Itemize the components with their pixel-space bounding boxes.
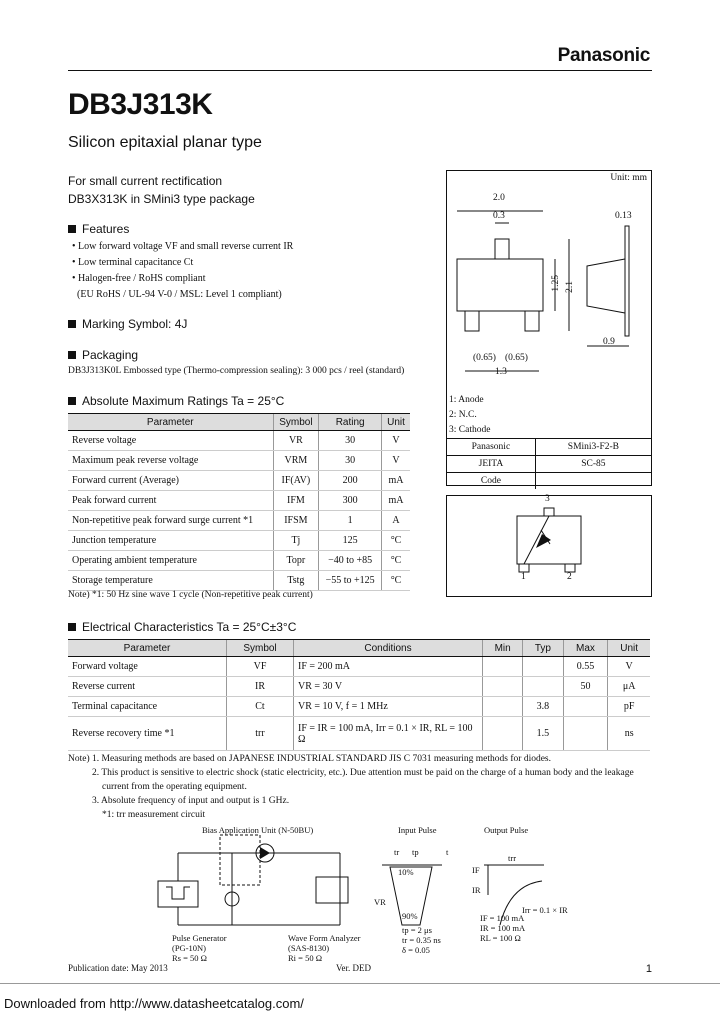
brand-logo: Panasonic [557,45,650,66]
table-row: Forward voltage VF IF = 200 mA 0.55 V [68,657,650,677]
feature-item: (EU RoHS / UL-94 V-0 / MSL: Level 1 compliant) [77,289,282,300]
diode-symbol-icon [447,496,651,596]
amr-heading: Absolute Maximum Ratings Ta = 25°C [68,394,284,408]
notes: Note) 1. Measuring methods are based on JAPANESE INDUSTRIAL STANDARD JIS C 7031 measuring methods for diodes. 2. This product is sensitive to electric shock (static electricity, etc.). Due attention must be paid on the charge of a human body and the leakage current from the operating equipment. 3. Absolute frequency of input and output is 1 GHz. *1: trr measurement circuit [68,754,634,820]
publication-date: Publication date: May 2013 [68,963,168,973]
page-number: 1 [645,963,652,975]
table-row: Maximum peak reverse voltage VRM 30 V [68,451,410,471]
header-rule [68,70,652,71]
feature-item: • Halogen-free / RoHS compliant [72,273,206,284]
table-row: Operating ambient temperature Topr −40 to +85 °C [68,551,410,571]
table-row: Reverse voltage VR 30 V [68,431,410,451]
amr-table: Parameter Symbol Rating Unit Reverse voltage VR 30 V Maximum peak reverse voltage VRM 30 V Forward current (Average) IF(AV) 200 mA Peak forward current IFM 300 mA Non-repetitive peak forward surge current *1 IFSM 1 A Junction temperature Tj 125 °C Operating ambient temperature Topr −40 to +85 °C Storage temperature Tstg −55 to +125 °C [68,413,410,591]
marking-heading: Marking Symbol: 4J [68,317,187,331]
table-row: Reverse current IR VR = 30 V 50 μA [68,677,650,697]
footer-rule [0,983,720,984]
table-row: Forward current (Average) IF(AV) 200 mA [68,471,410,491]
table-row: Reverse recovery time *1 trr IF = IR = 100 mA, Irr = 0.1 × IR, RL = 100 Ω 1.5 ns [68,717,650,751]
table-row: Non-repetitive peak forward surge current *1 IFSM 1 A [68,511,410,531]
intro [68,172,255,208]
packaging-heading: Packaging [68,348,138,362]
package-table: Panasonic SMini3-F2-B JEITA SC-85 Code [447,438,651,489]
ec-heading: Electrical Characteristics Ta = 25°C±3°C [68,620,296,634]
part-number: DB3J313K [68,88,213,121]
table-row: Terminal capacitance Ct VR = 10 V, f = 1 MHz 3.8 pF [68,697,650,717]
table-row: Peak forward current IFM 300 mA [68,491,410,511]
feature-item: • Low forward voltage VF and small reverse current IR [72,241,294,252]
version: Ver. DED [336,963,371,973]
table-row: Storage temperature Tstg −55 to +125 °C [68,571,410,591]
intro-line: DB3X313K in SMini3 type package [68,192,255,206]
feature-item: • Low terminal capacitance Ct [72,257,194,268]
features-list [72,239,293,303]
trr-circuit: Bias Application Unit (N-50BU) Pulse Generator (PG-10N) Rs = 50 Ω Wave Form Analyzer (SAS-8130) Ri = 50 Ω Input Pulse Output Pulse tr tp t 10% 90% VR tp = 2 μs tr = 0.35 ns δ = 0.05 IF trr IR Irr = 0.1 × IR IF = 100 mA IR = 100 mA RL = 100 Ω [150,825,650,960]
part-subtitle: Silicon epitaxial planar type [68,134,262,151]
packaging-text: DB3J313K0L Embossed type (Thermo-compression sealing): 3 000 pcs / reel (standard) [68,366,405,376]
ec-table: Parameter Symbol Conditions Min Typ Max Unit Forward voltage VF IF = 200 mA 0.55 V Reverse current IR VR = 30 V 50 μA Terminal capacitance Ct VR = 10 V, f = 1 MHz 3.8 pF Reverse recovery time *1 trr IF = IR = 100 mA, Irr = 0.1 × IR, RL = 100 Ω 1.5 ns [68,639,650,751]
pin-diagram: 3 1 2 [446,495,652,597]
package-outline: Unit: mm 2.0 0.3 0.13 1.25 2.1 (0.65) (0.65) 1.3 0.9 1: Anode 2: N.C. 3: Cathode Panasonic SMini3-F2-B JEITA SC-85 Code [446,170,652,486]
download-link[interactable]: Downloaded from http://www.datasheetcatalog.com/ [4,996,304,1011]
features-heading: Features [68,222,129,236]
intro-line: For small current rectification [68,174,223,188]
amr-note: Note) *1: 50 Hz sine wave 1 cycle (Non-repetitive peak current) [68,590,313,600]
table-row: Junction temperature Tj 125 °C [68,531,410,551]
